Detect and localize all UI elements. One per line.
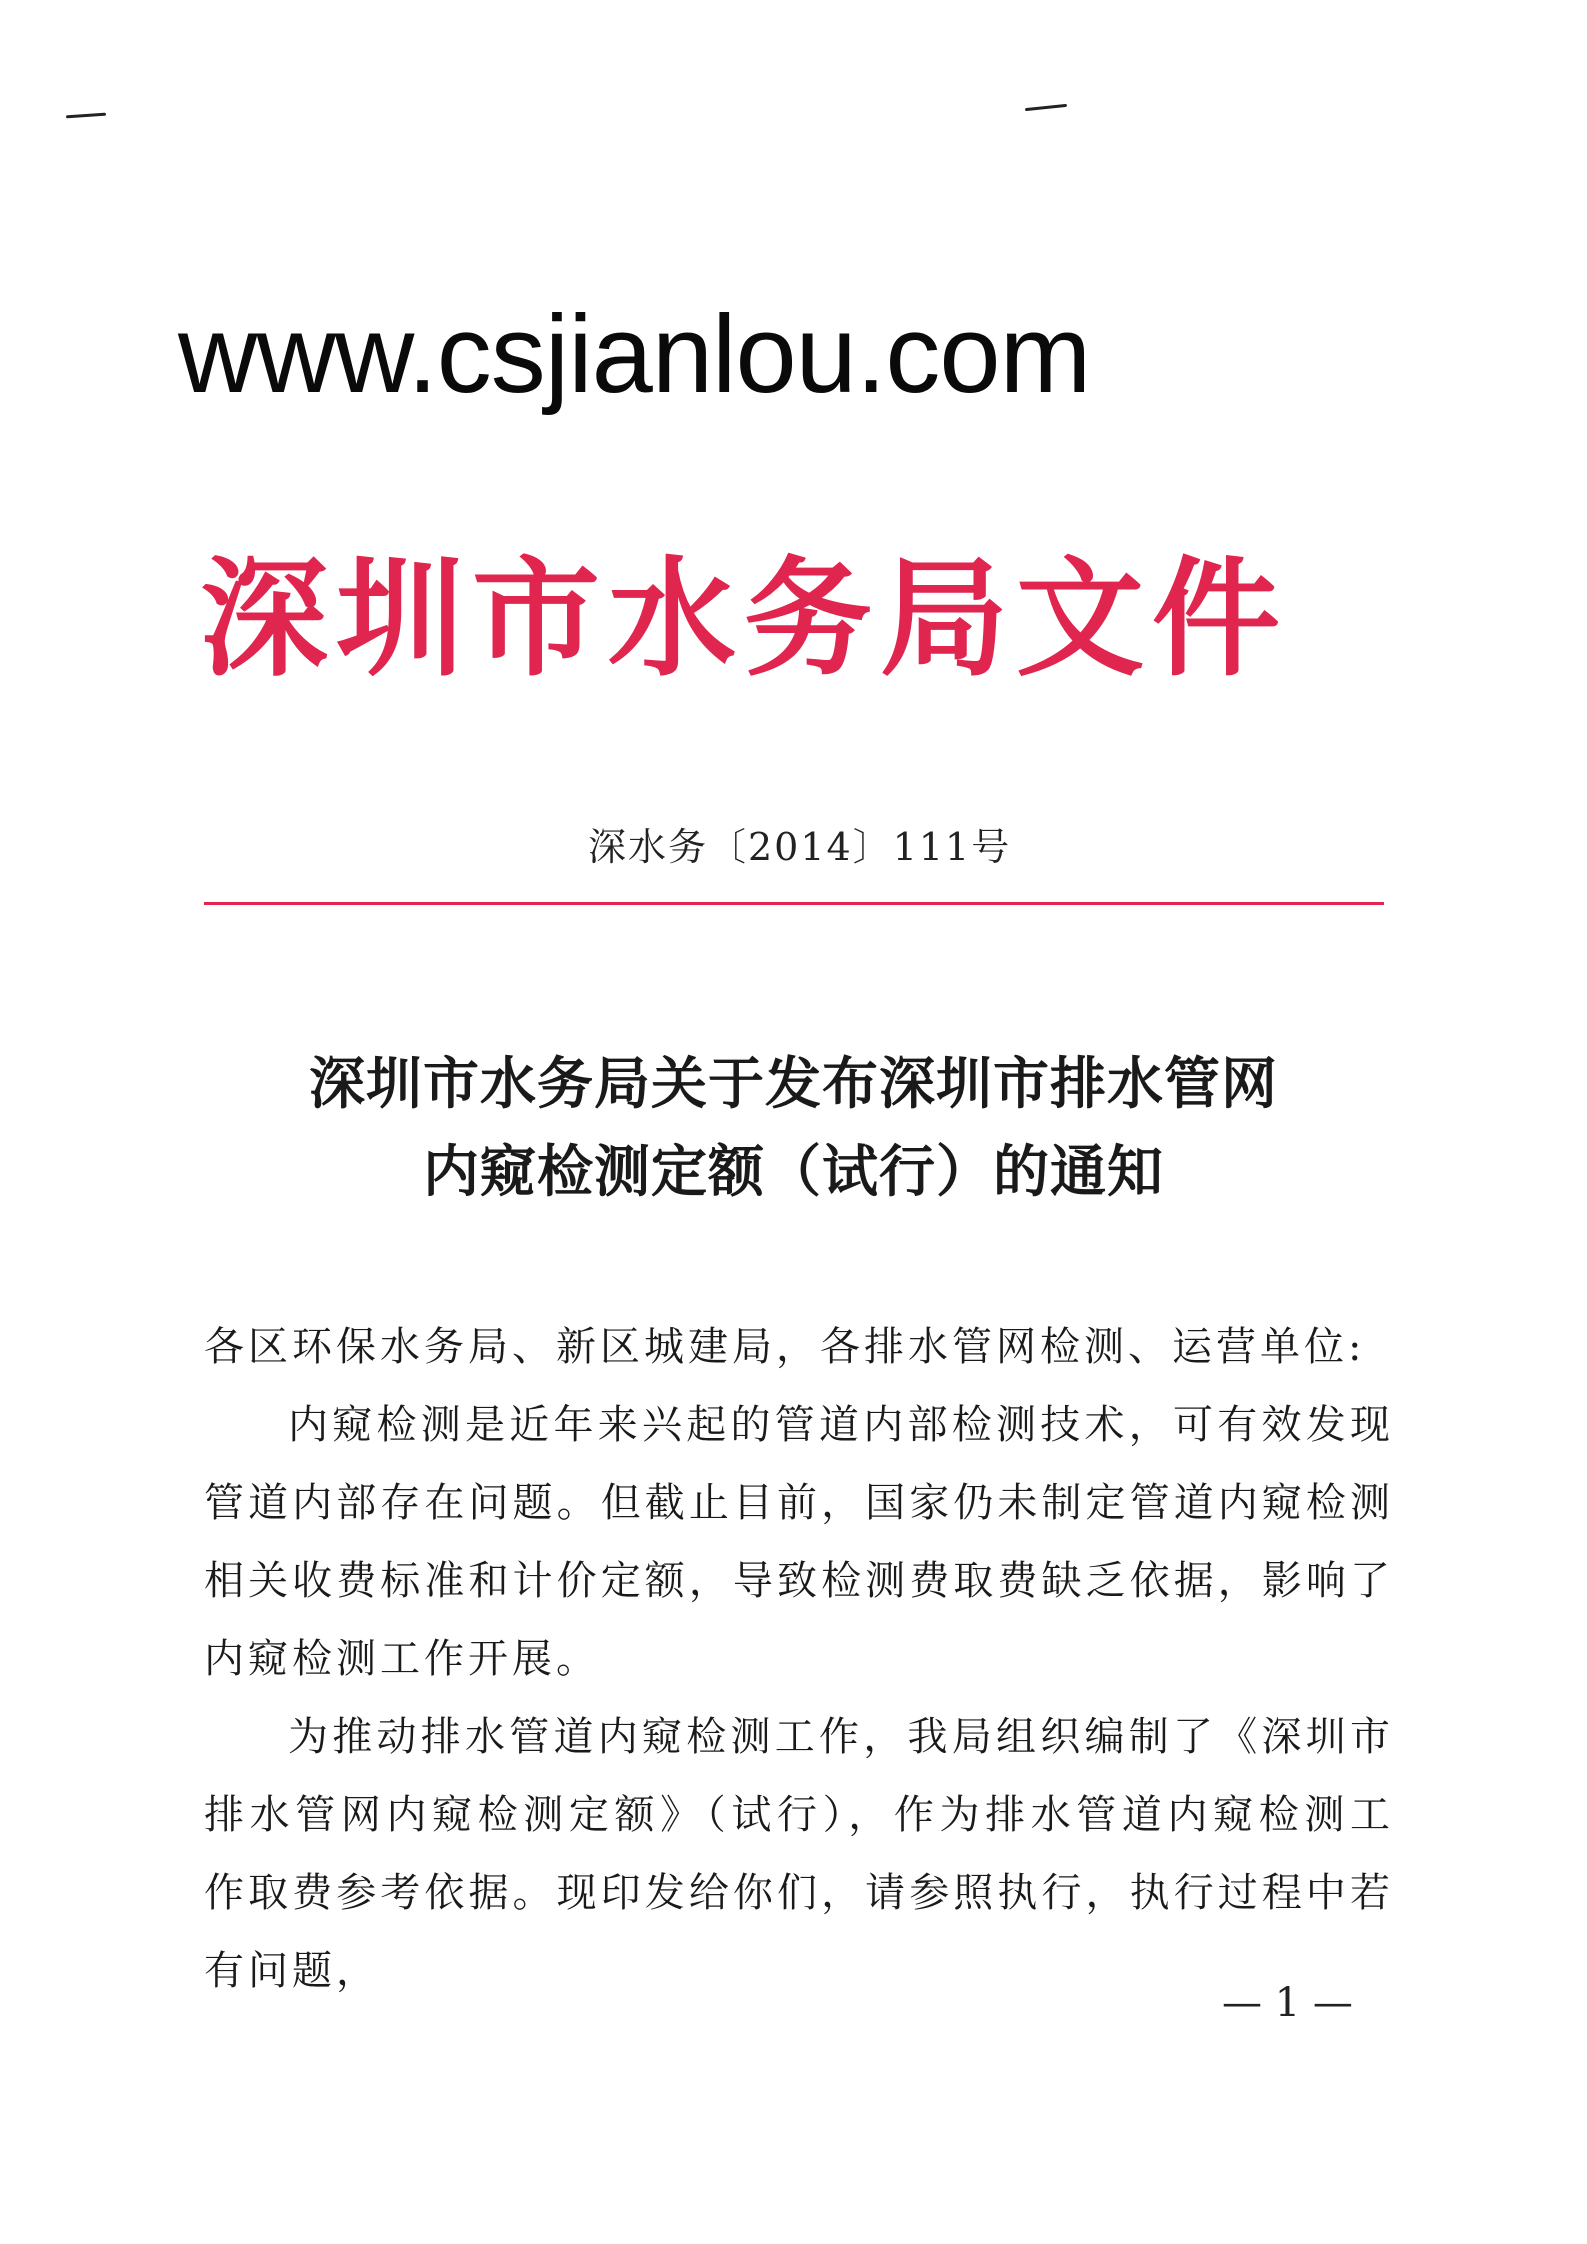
page-number: — 1 — — [1222, 1980, 1353, 2026]
body-paragraph-2: 为推动排水管道内窥检测工作，我局组织编制了《深圳市排水管网内窥检测定额》（试行），作为排水管道内窥检测工作取费参考依据。现印发给你们，请参照执行，执行过程中若有问题， — [204, 1714, 1394, 1994]
scan-mark-left — [66, 113, 106, 119]
body-paragraph-1: 内窥检测是近年来兴起的管道内部检测技术，可有效发现管道内部存在问题。但截止目前，国家仍未制定管道内窥检测相关收费标准和计价定额，导致检测费取费缺乏依据，影响了内窥检测工作开展。 — [204, 1402, 1394, 1682]
document-number: 深水务〔2014〕111号 — [588, 825, 1012, 869]
issuing-authority-masthead: 深圳市水务局文件 — [200, 545, 1289, 694]
scan-mark-right — [1025, 104, 1067, 111]
website-watermark: www.csjianlou.com — [178, 293, 1091, 416]
title-line-1: 深圳市水务局关于发布深圳市排水管网 — [309, 1051, 1278, 1117]
addressee-line: 各区环保水务局、新区城建局，各排水管网检测、运营单位: — [204, 1324, 1366, 1370]
title-line-2: 内窥检测定额（试行）的通知 — [423, 1139, 1164, 1205]
document-body — [204, 1308, 1394, 2010]
red-divider-line — [204, 902, 1384, 905]
document-title — [160, 1040, 1427, 1216]
